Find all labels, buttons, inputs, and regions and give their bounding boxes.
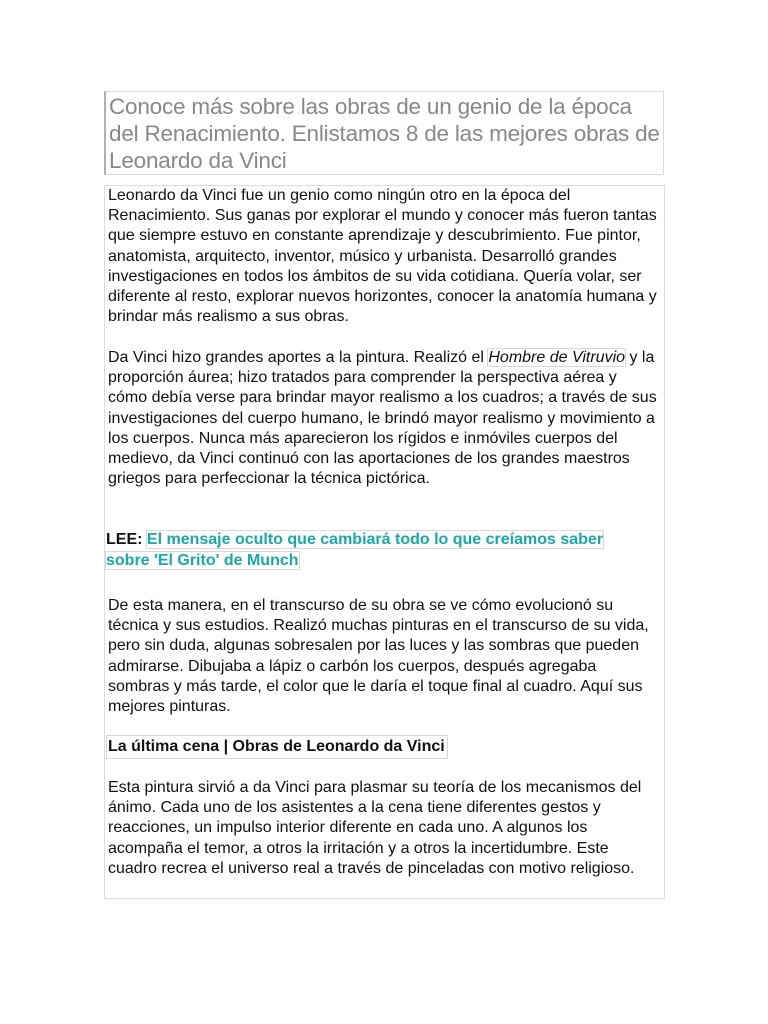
read-also-label: LEE: xyxy=(106,531,143,548)
intro-paragraph: Leonardo da Vinci fue un genio como ningún otro en la época del Renacimiento. Sus ganas por explorar el mundo y conocer más fueron tantas que siempre estuvo en constante aprendizaje y descubrimiento. Fue pintor, anatomista, arquitecto, inventor, músico y urbanista. Desarrolló grandes investigaciones en todos los ámbitos de su vida cotidiana. Quería volar, ser diferente al resto, explorar nuevos horizontes, conocer la anatomía humana y brindar más realismo a sus obras. xyxy=(108,187,657,326)
contributions-paragraph xyxy=(108,348,660,489)
related-article-link[interactable]: El mensaje oculto que cambiará todo lo que creíamos saber sobre 'El Grito' de Munch xyxy=(106,531,604,569)
article-title-box xyxy=(104,91,664,175)
article-body xyxy=(104,185,665,899)
last-supper-paragraph: Esta pintura sirvió a da Vinci para plasmar su teoría de los mecanismos del ánimo. Cada uno de los asistentes a la cena tiene diferentes gestos y reacciones, un impulso interior diferente en cada uno. A algunos los acompaña el temor, a otros la irritación y a otros la incertidumbre. Este cuadro recrea el universo real a través de pinceladas con motivo religioso. xyxy=(108,779,642,877)
section-heading: La última cena | Obras de Leonardo da Vinci xyxy=(106,735,448,759)
paragraph-text-end: y la proporción áurea; hizo tratados para comprender la perspectiva aérea y cómo debía verse para brindar mayor realismo a los cuadros; a través de sus investigaciones del cuerpo humano, le brindó mayor realismo y movimiento a los cuerpos. Nunca más aparecieron los rígidos e inmóviles cuerpos del medievo, da Vinci continuó con las aportaciones de los grandes maestros griegos para perfeccionar la técnica pictórica. xyxy=(108,349,657,488)
related-article xyxy=(106,530,636,571)
evolution-paragraph: De esta manera, en el transcurso de su obra se ve cómo evolucionó su técnica y sus estudios. Realizó muchas pinturas en el transcurso de su vida, pero sin duda, algunas sobresalen por las luces y las sombras que pueden admirarse. Dibujaba a lápiz o carbón los cuerpos, después agregaba sombras y más tarde, el color que le daría el toque final al cuadro. Aquí sus mejores pinturas. xyxy=(108,597,649,716)
vitruvian-man-link[interactable]: Hombre de Vitruvio xyxy=(488,349,626,366)
paragraph-text-start: Da Vinci hizo grandes aportes a la pintura. Realizó el xyxy=(108,349,489,366)
article-title: Conoce más sobre las obras de un genio de la época del Renacimiento. Enlistamos 8 de las mejores obras de Leonardo da Vinci xyxy=(109,94,660,173)
